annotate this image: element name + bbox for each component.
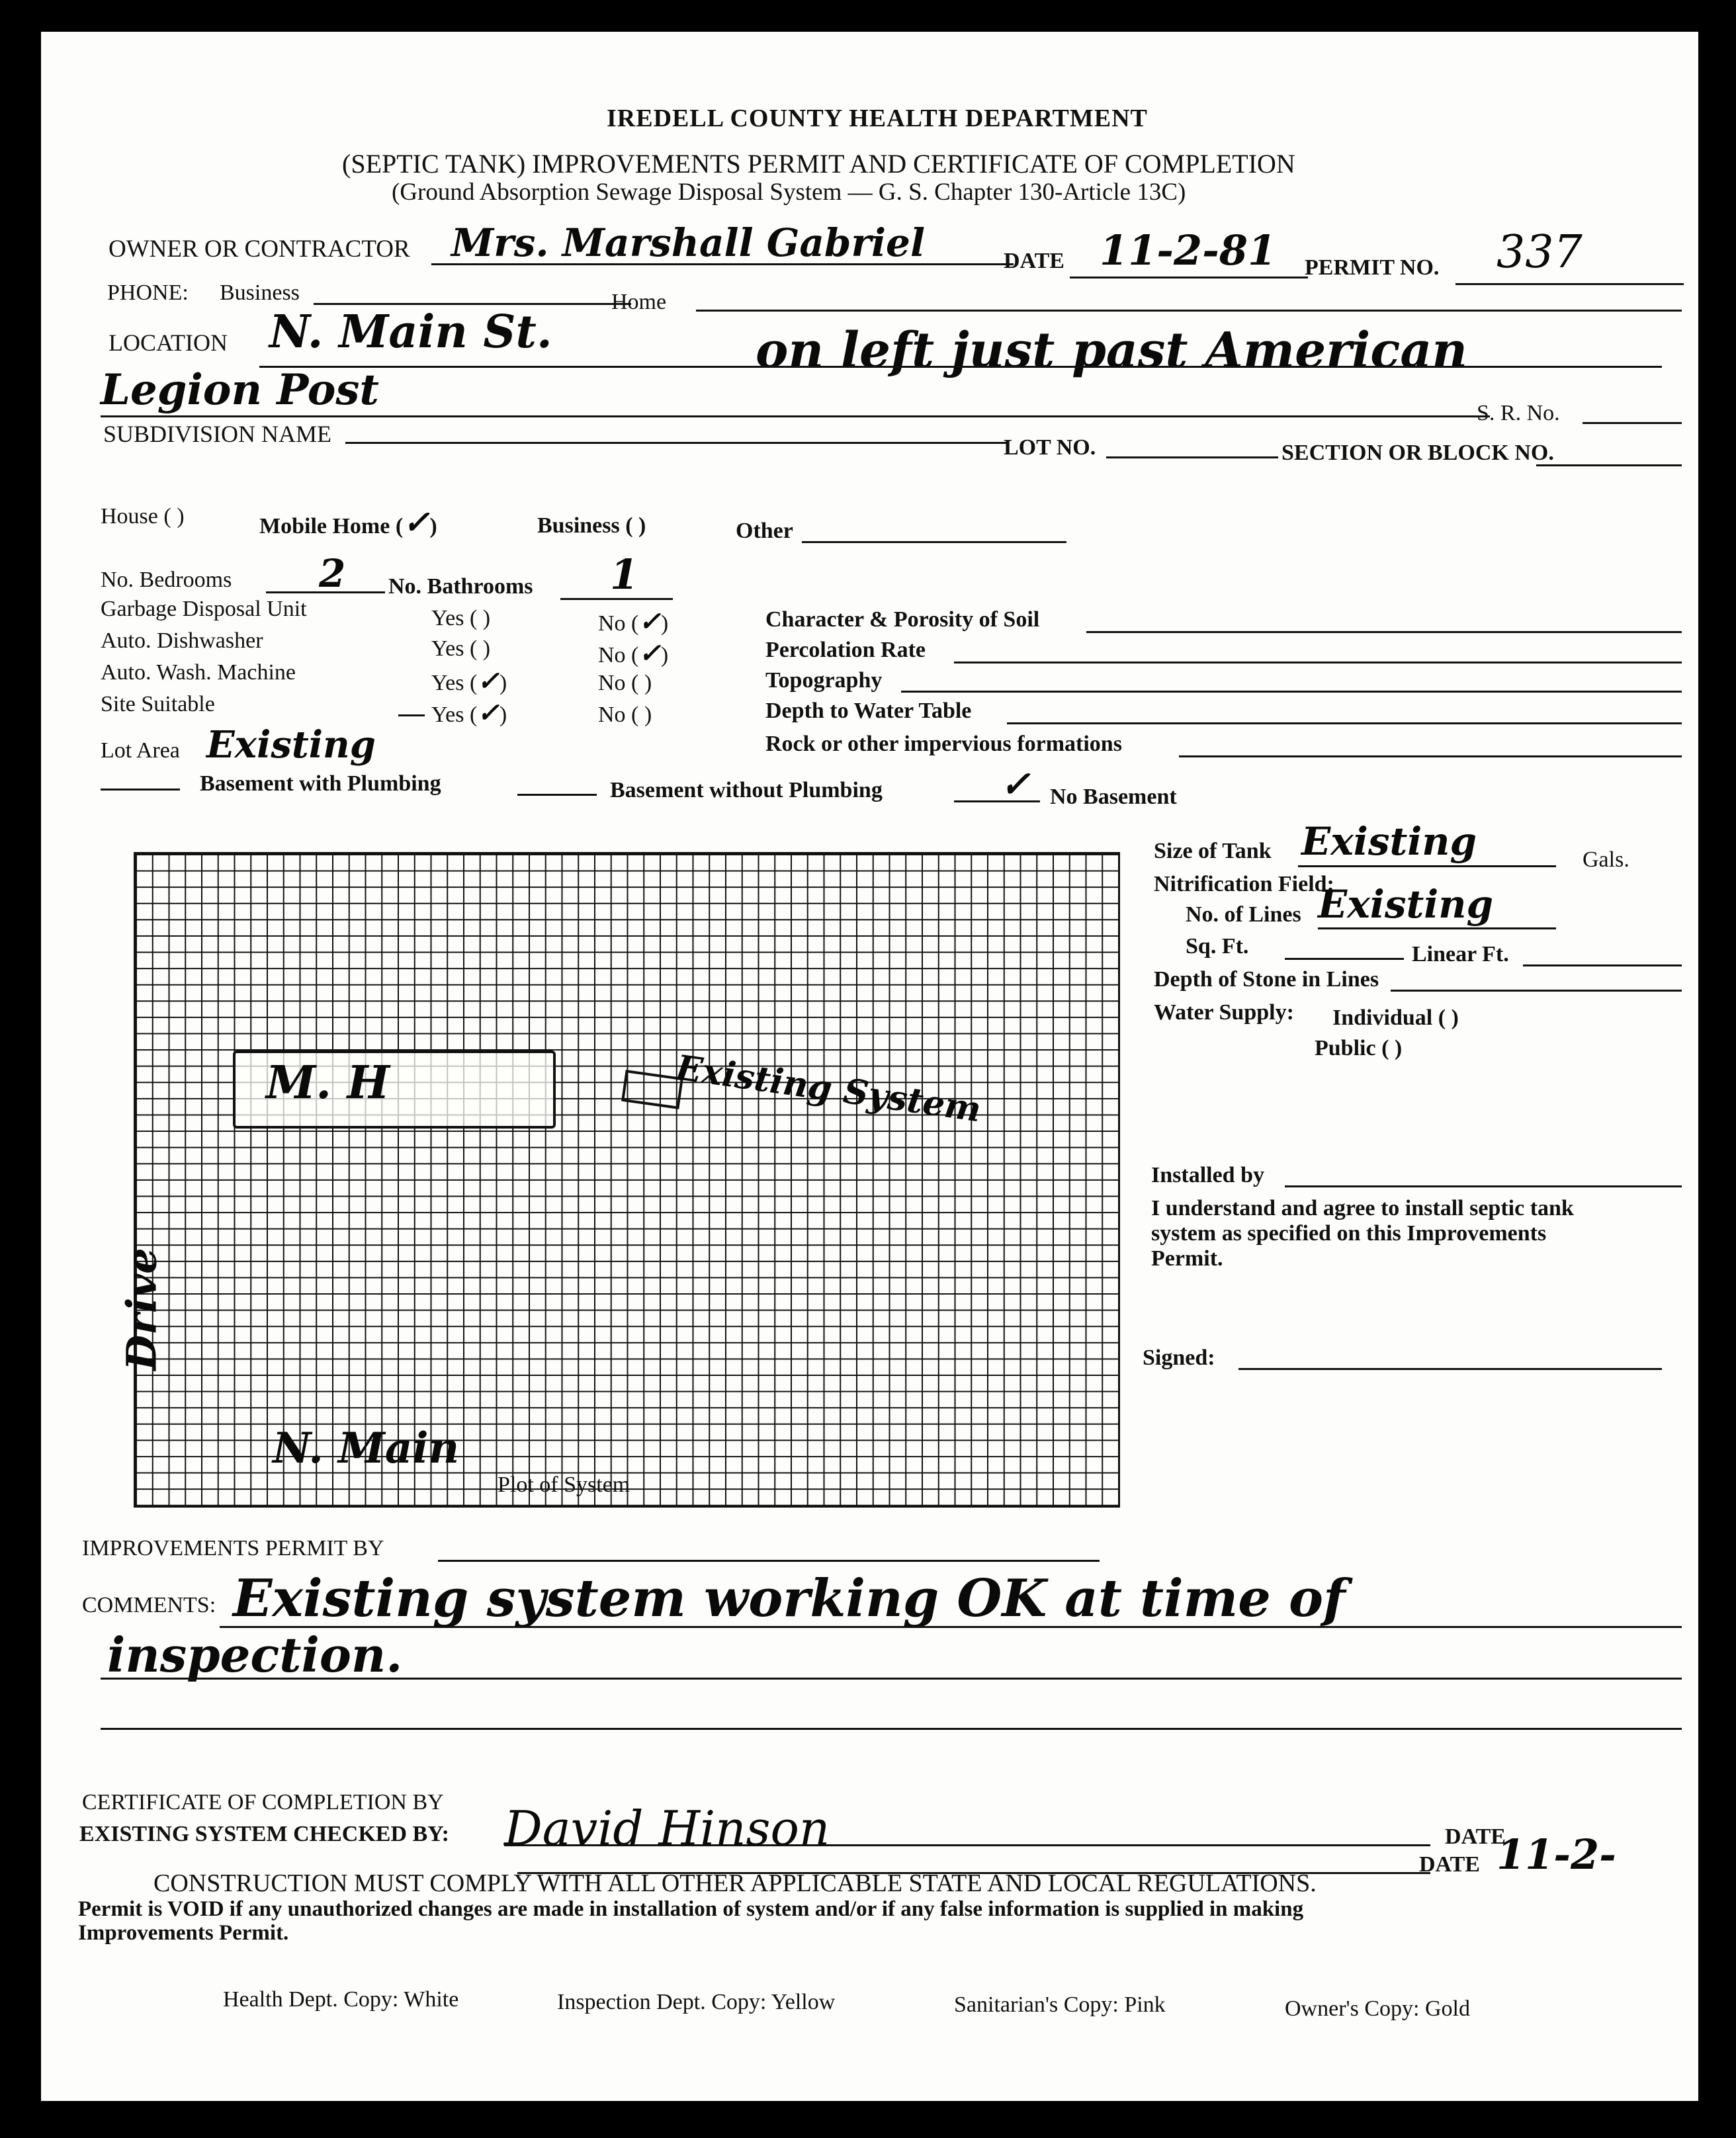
lines-value: Existing: [1318, 882, 1494, 927]
bedrooms-label: No. Bedrooms: [101, 568, 232, 592]
section-label: SECTION OR BLOCK NO.: [1281, 441, 1554, 465]
appliance-label: Auto. Wash. Machine: [101, 660, 296, 685]
water-public: Public ( ): [1315, 1036, 1403, 1060]
bathrooms-label: No. Bathrooms: [388, 574, 533, 599]
copy-owner: Owner's Copy: Gold: [1285, 1996, 1471, 2021]
comments-line2: inspection.: [107, 1627, 403, 1683]
appliance-label: Garbage Disposal Unit: [101, 597, 307, 621]
location-landmark: Legion Post: [101, 365, 379, 415]
agreement-line1: I understand and agree to install septic tank: [1151, 1196, 1574, 1220]
date-value: 11-2-81: [1100, 226, 1277, 275]
copy-health: Health Dept. Copy: White: [223, 1987, 459, 2012]
checked-by-label: EXISTING SYSTEM CHECKED BY:: [79, 1822, 449, 1846]
location-directions: on left just past American: [756, 322, 1468, 379]
location-street: N. Main St.: [269, 306, 552, 359]
appliance-no: No (✓): [598, 606, 669, 637]
water-table-label: Depth to Water Table: [765, 699, 972, 723]
plot-road: N. Main: [273, 1424, 460, 1473]
regulations-line3: Improvements Permit.: [78, 1921, 289, 1945]
topography-label: Topography: [765, 668, 883, 693]
permit-label: PERMIT NO.: [1305, 255, 1440, 280]
tank-size-label: Size of Tank: [1154, 839, 1272, 863]
lot-label: LOT NO.: [1004, 435, 1096, 460]
permit-value: 337: [1497, 226, 1583, 278]
basement-with-plumbing: Basement with Plumbing: [200, 771, 441, 796]
department-title: IREDELL COUNTY HEALTH DEPARTMENT: [607, 105, 1148, 132]
appliance-no: No (✓): [598, 638, 669, 669]
regulations-line2: Permit is VOID if any unauthorized changes are made in installation of system and/or if any false information is supplied in making: [78, 1897, 1304, 1921]
tank-gals: Gals.: [1583, 847, 1629, 872]
nitrification-label: Nitrification Field:: [1154, 872, 1334, 896]
lot-area-value: Existing: [206, 723, 376, 767]
appliance-yes: Yes (✓): [431, 697, 507, 728]
stone-label: Depth of Stone in Lines: [1154, 967, 1379, 992]
appliance-no: No ( ): [598, 703, 652, 727]
form-subtitle: (Ground Absorption Sewage Disposal System — G. S. Chapter 130-Article 13C): [392, 179, 1186, 206]
soil-character-label: Character & Porosity of Soil: [765, 607, 1040, 632]
bathrooms-value: 1: [610, 550, 639, 599]
phone-home-label: Home: [611, 290, 667, 314]
tank-size-value: Existing: [1301, 819, 1477, 864]
improvements-permit-by-label: IMPROVEMENTS PERMIT BY: [82, 1536, 384, 1561]
water-individual: Individual ( ): [1332, 1005, 1459, 1030]
signed-label: Signed:: [1143, 1346, 1215, 1370]
basement-without-plumbing: Basement without Plumbing: [610, 778, 883, 802]
appliance-yes: Yes ( ): [431, 636, 491, 661]
plot-mh-label: M. H: [266, 1056, 390, 1109]
form-title: (SEPTIC TANK) IMPROVEMENTS PERMIT AND CERTIFICATE OF COMPLETION: [342, 149, 1295, 179]
owner-label: OWNER OR CONTRACTOR: [108, 235, 410, 263]
house-option: House ( ): [101, 504, 185, 529]
inspector-signature: David Hinson: [504, 1801, 830, 1856]
appliance-label: Auto. Dishwasher: [101, 628, 263, 653]
rock-label: Rock or other impervious formations: [765, 732, 1122, 756]
permit-form: [41, 32, 1698, 2101]
certificate-label: CERTIFICATE OF COMPLETION BY: [82, 1790, 444, 1815]
copy-sanitarian: Sanitarian's Copy: Pink: [954, 1992, 1166, 2017]
appliance-label: Site Suitable: [101, 692, 215, 716]
plot-grid: [134, 852, 1120, 1508]
sr-label: S. R. No.: [1477, 401, 1560, 425]
agreement-line2: system as specified on this Improvements: [1151, 1221, 1547, 1246]
agreement-line3: Permit.: [1151, 1246, 1223, 1271]
subdivision-label: SUBDIVISION NAME: [103, 421, 332, 447]
business-option: Business ( ): [537, 513, 646, 538]
phone-business-label: Business: [220, 280, 300, 305]
installed-by-label: Installed by: [1151, 1163, 1264, 1187]
lot-area-label: Lot Area: [101, 738, 180, 763]
percolation-label: Percolation Rate: [765, 638, 926, 662]
date-label: DATE: [1004, 249, 1064, 273]
appliance-yes: Yes (✓): [431, 665, 507, 697]
date2-value: 11-2-: [1497, 1830, 1616, 1879]
phone-label: PHONE:: [107, 280, 189, 305]
comments-line1: Existing system working OK at time of: [233, 1568, 1346, 1629]
appliance-no: No ( ): [598, 671, 652, 695]
location-label: LOCATION: [108, 329, 228, 356]
bedrooms-value: 2: [319, 551, 346, 596]
linear-label: Linear Ft.: [1412, 942, 1509, 966]
plot-drive: Drive: [117, 1248, 166, 1371]
no-basement: No Basement: [1050, 785, 1177, 809]
plot-caption: Plot of System: [498, 1473, 630, 1497]
regulations-line1: CONSTRUCTION MUST COMPLY WITH ALL OTHER APPLICABLE STATE AND LOCAL REGULATIONS.: [153, 1869, 1317, 1897]
owner-value: Mrs. Marshall Gabriel: [451, 220, 925, 265]
sqft-label: Sq. Ft.: [1186, 934, 1249, 959]
plot-existing-system: Existing System: [673, 1047, 984, 1131]
other-option: Other: [736, 519, 793, 543]
comments-label: COMMENTS:: [82, 1593, 216, 1617]
copy-inspection: Inspection Dept. Copy: Yellow: [557, 1990, 836, 2014]
water-supply-label: Water Supply:: [1154, 1000, 1294, 1025]
no-basement-check: ✓: [1000, 763, 1031, 805]
mobile-home-option: Mobile Home (✓): [259, 504, 437, 541]
lines-label: No. of Lines: [1186, 902, 1301, 927]
date1-label: DATE: [1445, 1824, 1506, 1849]
date2-label: DATE: [1419, 1852, 1480, 1877]
appliance-yes: Yes ( ): [431, 606, 491, 630]
